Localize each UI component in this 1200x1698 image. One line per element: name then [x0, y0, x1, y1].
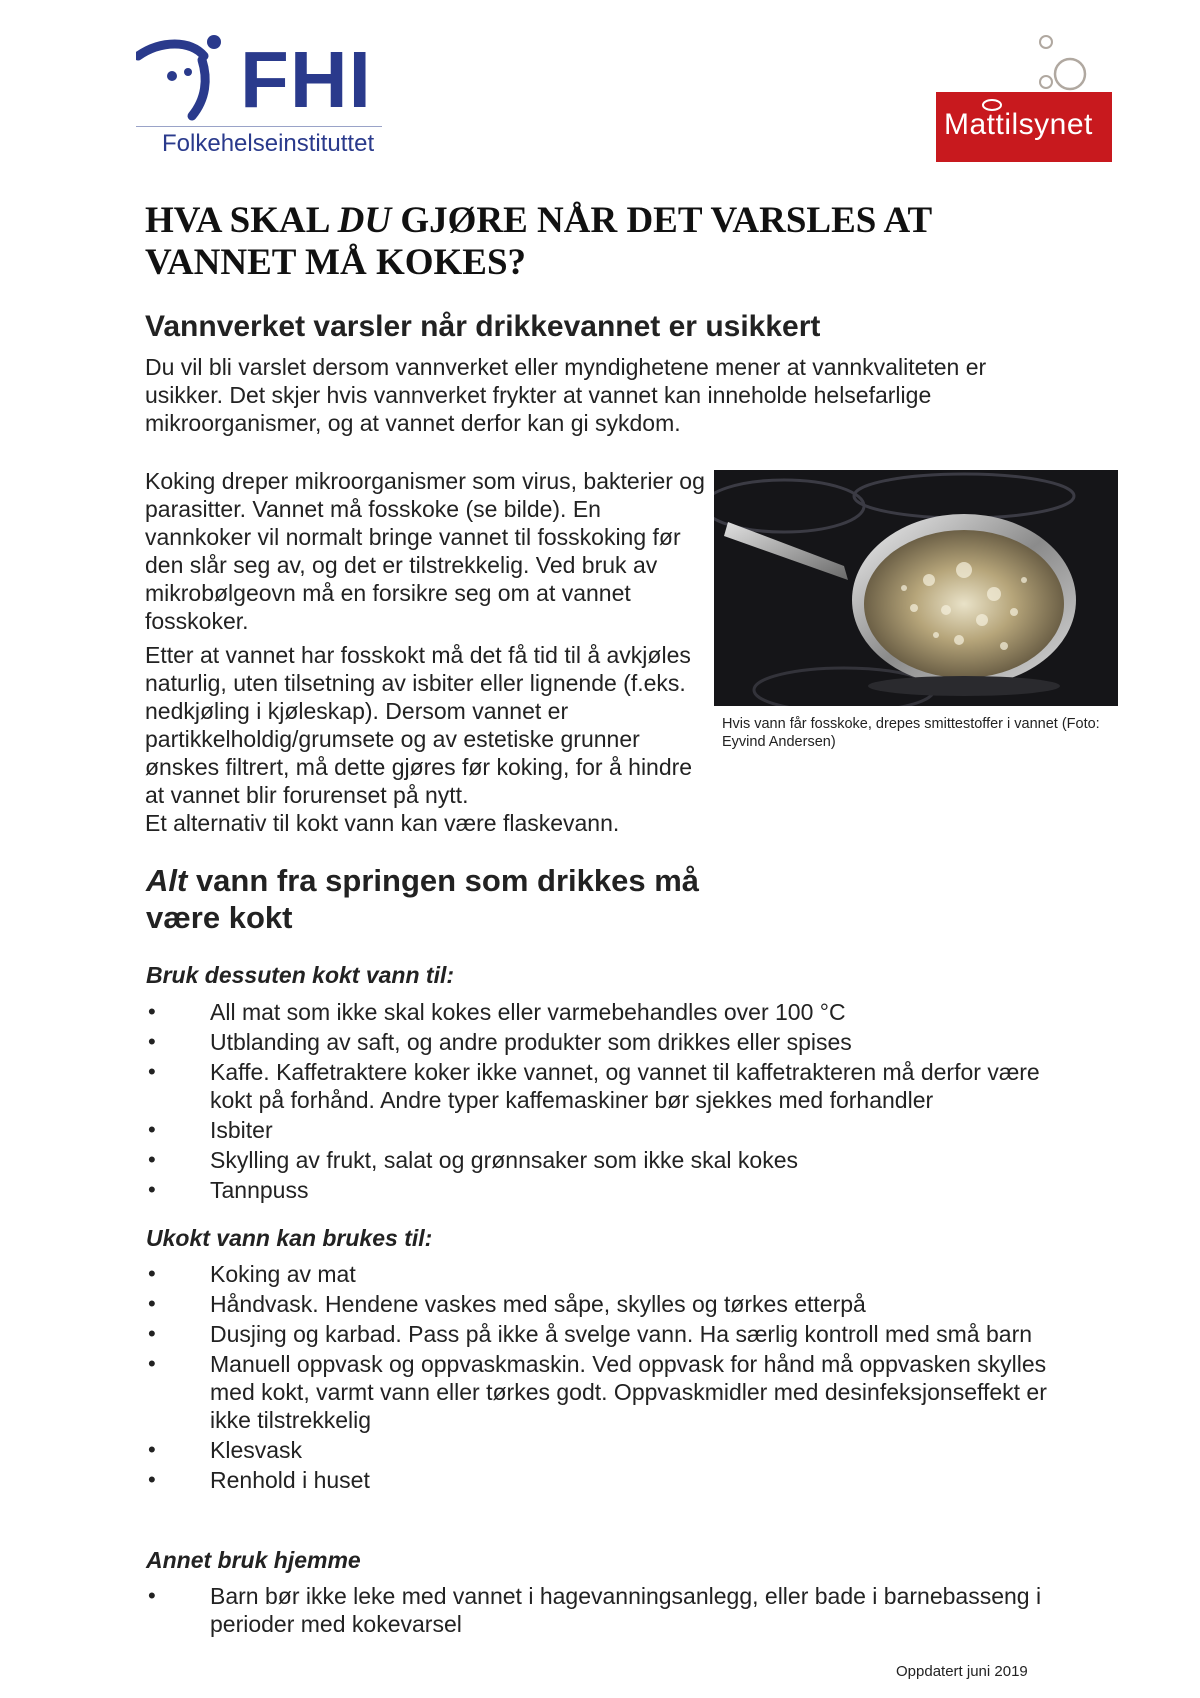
title-emphasis: DU: [337, 200, 392, 241]
boiling-paragraph-1: Koking dreper mikroorganismer som virus, bakterier og parasitter. Vannet må fosskoke (se bilde). En vannkoker vil normalt bringe vannet til fosskoking før den slår seg av, og det er tilstrekkelig. Ved bruk av mikrobølgeovn må en forsikre seg om at vannet fosskoker.: [145, 468, 705, 634]
intro-paragraph: Du vil bli varslet dersom vannverket eller myndighetene mener at vannkvaliteten er usikker. Det skjer hvis vannverket frykter at vannet kan inneholde helsefarlige mikroorganismer, og at vannet derfor kan gi sykdom.: [145, 354, 987, 436]
mattilsynet-logo-text: Mattilsynet: [944, 108, 1093, 141]
fhi-logo-rule: [136, 126, 382, 127]
page-title: [145, 200, 1045, 284]
fhi-logo-subtitle: Folkehelseinstituttet: [162, 130, 375, 157]
boiling-paragraph-2: Etter at vannet har fosskokt må det få tid til å avkjøles naturlig, uten tilsetning av isbiter eller lignende (f.eks. nedkjøling i kjøleskap). Dersom vannet er partikkelholdig/grumsete og av estetiske grunner ønskes filtrert, må dette gjøres før koking, for å hindre at vannet blir forurenset på nytt.: [145, 642, 693, 808]
list-item: • Barn bør ikke leke med vannet i hagevanningsanlegg, eller bade i barnebasseng i perioder med kokevarsel: [146, 1582, 1086, 1638]
fhi-logo-text: FHI: [240, 35, 372, 124]
list-item: • Manuell oppvask og oppvaskmaskin. Ved oppvask for hånd må oppvasken skylles med kokt, varmt vann eller tørkes godt. Oppvaskmidler med desinfeksjonseffekt er ikke tilstrekkelig: [146, 1350, 1086, 1434]
boiling-paragraph-3: Et alternativ til kokt vann kan være flaskevann.: [145, 810, 620, 836]
list-item: • Tannpuss: [146, 1176, 1086, 1204]
section-heading-alt-vann: [146, 862, 706, 936]
updated-date: Oppdatert juni 2019: [896, 1663, 1028, 1680]
list-item: • Klesvask: [146, 1436, 1086, 1464]
list-item: • Koking av mat: [146, 1260, 1086, 1288]
list-item: • Isbiter: [146, 1116, 1086, 1144]
mattilsynet-logo: [936, 30, 1116, 166]
boiled-uses-list: [146, 998, 1086, 1206]
heading-alt-rest: vann fra springen som drikkes må være kokt: [146, 863, 700, 935]
heading-alt-emphasis: Alt: [146, 863, 188, 898]
list-item: • Dusjing og karbad. Pass på ikke å svelge vann. Ha særlig kontroll med små barn: [146, 1320, 1086, 1348]
list-item: • Kaffe. Kaffetraktere koker ikke vannet, og vannet til kaffetrakteren må derfor være kokt på forhånd. Andre typer kaffemaskiner bør sjekkes med forhandler: [146, 1058, 1086, 1114]
fhi-logo: [136, 34, 396, 164]
photo-caption: Hvis vann får fosskoke, drepes smittestoffer i vannet (Foto: Eyvind Andersen): [722, 716, 1100, 750]
other-uses-list: [146, 1582, 1086, 1640]
boiling-text-column: [145, 467, 705, 843]
title-part1: HVA SKAL: [145, 200, 338, 241]
list-item: • Utblanding av saft, og andre produkter som drikkes eller spises: [146, 1028, 1086, 1056]
title-part2: GJØRE NÅR DET VARSLES AT VANNET MÅ KOKES?: [145, 200, 932, 283]
boiling-pot-photo: [714, 470, 1118, 706]
section-heading-vannverket: Vannverket varsler når drikkevannet er usikkert: [145, 310, 821, 343]
bubbles-icon: [936, 30, 1116, 94]
list-item: • Håndvask. Hendene vaskes med såpe, skylles og tørkes etterpå: [146, 1290, 1086, 1318]
unboiled-uses-heading: Ukokt vann kan brukes til:: [146, 1225, 433, 1251]
list-item: • All mat som ikke skal kokes eller varmebehandles over 100 °C: [146, 998, 1086, 1026]
unboiled-uses-list: [146, 1260, 1086, 1496]
list-item: • Renhold i huset: [146, 1466, 1086, 1494]
other-uses-heading: Annet bruk hjemme: [146, 1547, 361, 1573]
boiling-pot-image: [714, 470, 1118, 706]
boiled-uses-heading: Bruk dessuten kokt vann til:: [146, 962, 455, 988]
fhi-figure-icon: [136, 34, 236, 124]
list-item: • Skylling av frukt, salat og grønnsaker som ikke skal kokes: [146, 1146, 1086, 1174]
